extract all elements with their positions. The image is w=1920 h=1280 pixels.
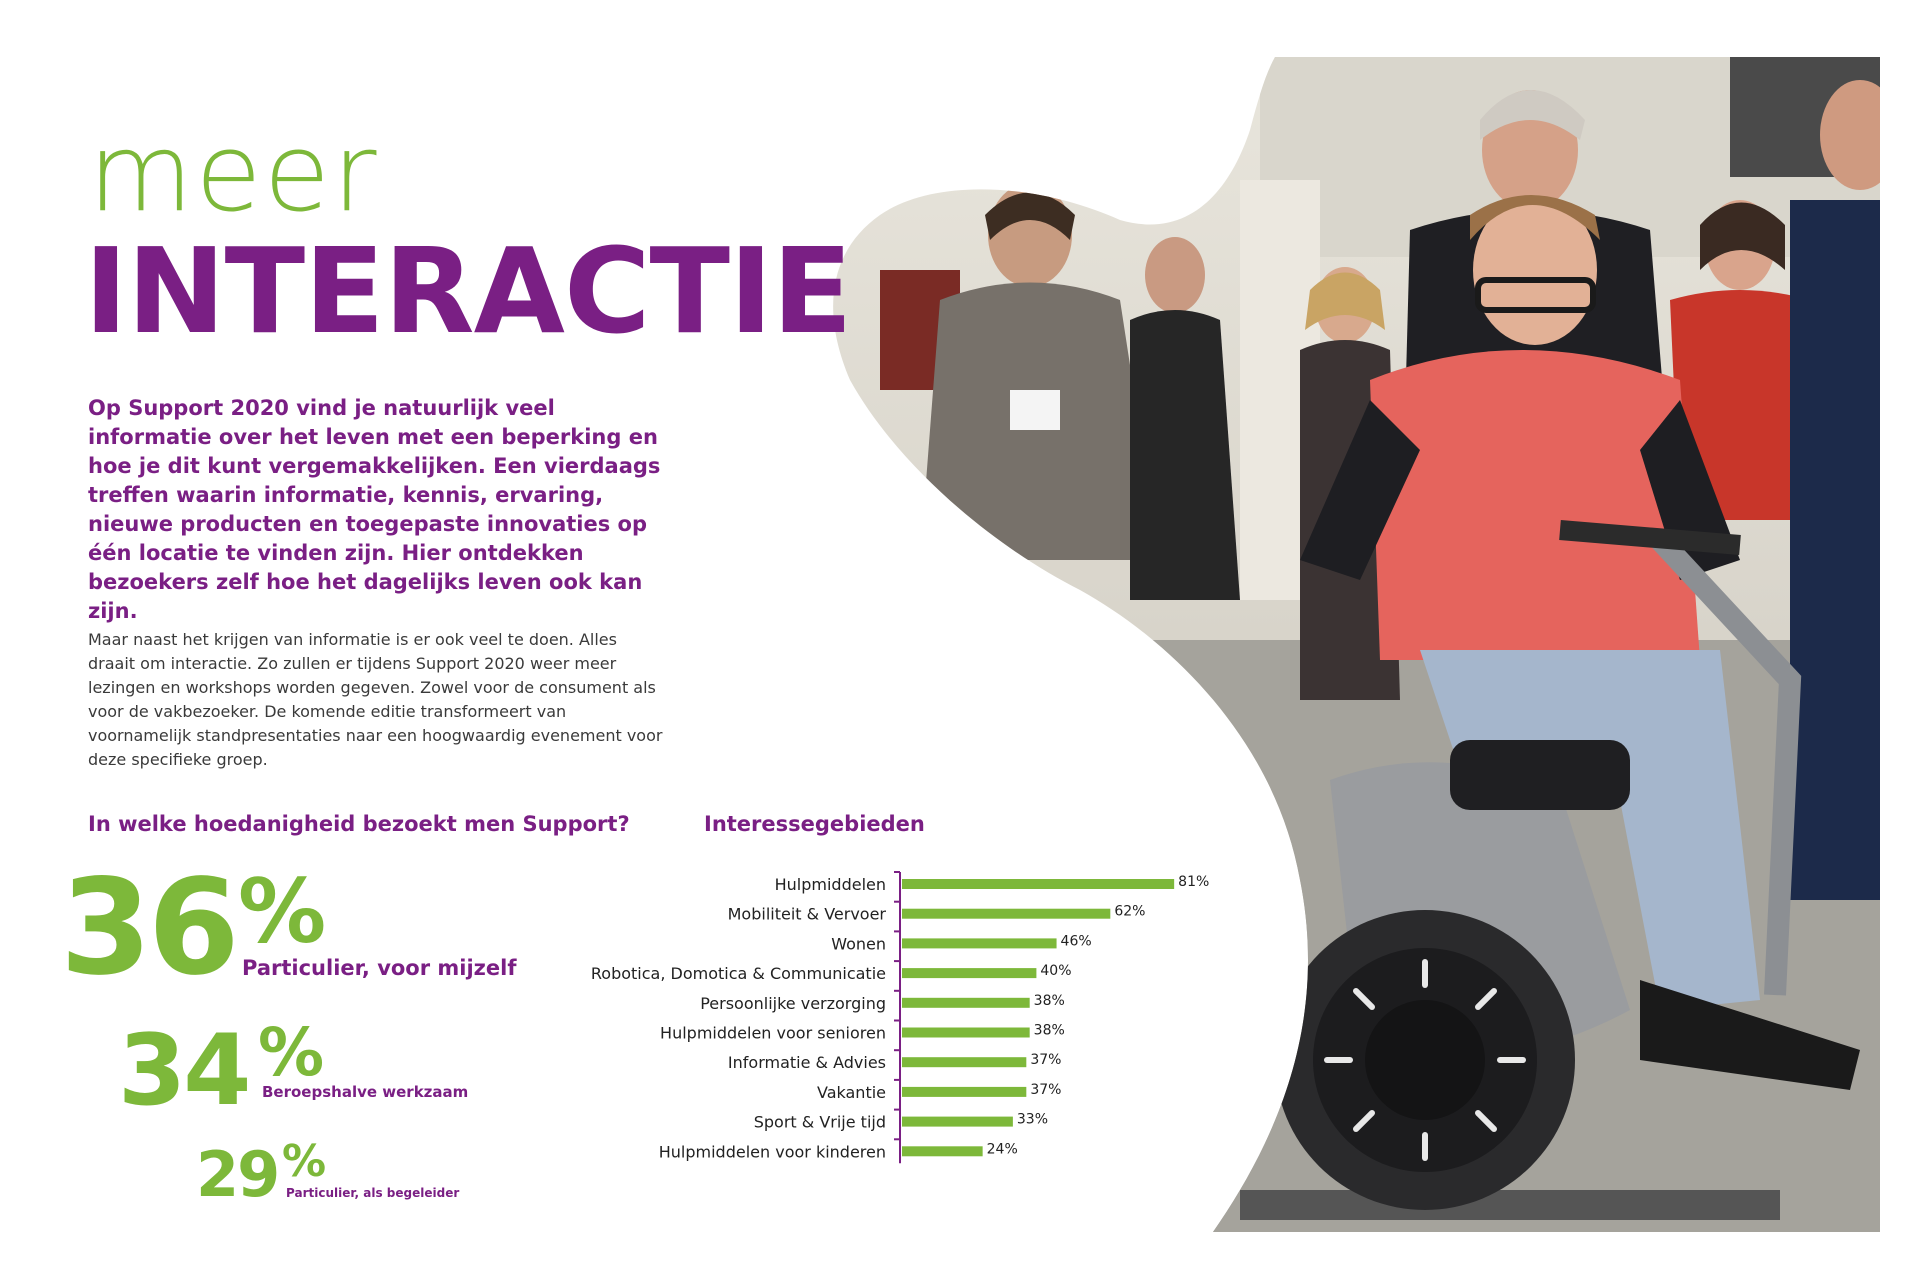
stat-unit: % (258, 1014, 325, 1091)
chart-title: Interessegebieden (704, 812, 925, 836)
headline-kicker: meer (88, 111, 379, 236)
stat-value: 34 (118, 1014, 249, 1128)
bar (902, 909, 1110, 919)
category-label: Hulpmiddelen voor kinderen (658, 1142, 886, 1162)
value-label: 38% (1033, 992, 1065, 1009)
category-label: Sport & Vrije tijd (753, 1112, 886, 1132)
value-label: 40% (1040, 963, 1072, 980)
category-label: Hulpmiddelen voor senioren (660, 1023, 886, 1043)
bar (902, 1028, 1030, 1038)
category-label: Wonen (831, 934, 886, 954)
value-label: 81% (1178, 874, 1210, 890)
stat-value: 29 (196, 1138, 279, 1211)
bar (902, 968, 1036, 978)
stat-unit: % (238, 860, 327, 963)
stat-value: 36 (60, 851, 236, 1005)
category-label: Robotica, Domotica & Communicatie (590, 964, 886, 984)
bar (902, 1057, 1026, 1067)
category-label: Mobiliteit & Vervoer (727, 904, 886, 924)
bar (902, 1146, 983, 1156)
bar (902, 998, 1030, 1008)
headline: INTERACTIE (84, 222, 852, 360)
value-label: 62% (1114, 903, 1146, 920)
category-label: Vakantie (817, 1082, 886, 1102)
stat-label: Particulier, voor mijzelf (242, 956, 517, 980)
category-label: Hulpmiddelen (774, 875, 886, 894)
value-label: 46% (1060, 933, 1092, 950)
value-label: 37% (1030, 1081, 1062, 1098)
bar (902, 879, 1174, 889)
bar (902, 938, 1057, 948)
value-label: 38% (1033, 1022, 1065, 1039)
stat-unit: % (282, 1136, 327, 1187)
visit-section-title: In welke hoedanigheid bezoekt men Support? (88, 812, 630, 836)
category-label: Persoonlijke verzorging (700, 993, 886, 1013)
stat-label: Beroepshalve werkzaam (262, 1083, 469, 1101)
bar (902, 1087, 1026, 1097)
value-label: 33% (1016, 1111, 1049, 1128)
stat-label: Particulier, als begeleider (286, 1186, 460, 1200)
interest-bar-chart (560, 860, 1260, 1180)
lead-paragraph: Op Support 2020 vind je natuurlijk veel informatie over het leven met een beperking en hoe je dit kunt vergemakkelijken. Een vierdaags treffen waarin informatie, kennis, ervaring, nieuwe producten en toegepaste innovaties op één locatie te vinden zijn. Hier ontdekken bezoekers zelf hoe het dagelijks leven ook kan zijn. (88, 396, 661, 623)
value-label: 37% (1030, 1052, 1062, 1069)
category-label: Informatie & Advies (727, 1053, 886, 1073)
body-paragraph: Maar naast het krijgen van informatie is er ook veel te doen. Alles draait om interactie. Zo zullen er tijdens Support 2020 weer meer lezingen en workshops worden gegeven. Zowel voor de consument als voor de vakbezoeker. De komende editie transformeert van voornamelijk standpresentaties naar een hoogwaardig evenement voor deze specifieke groep. (88, 630, 663, 769)
value-label: 24% (986, 1141, 1018, 1158)
bar (902, 1117, 1013, 1127)
